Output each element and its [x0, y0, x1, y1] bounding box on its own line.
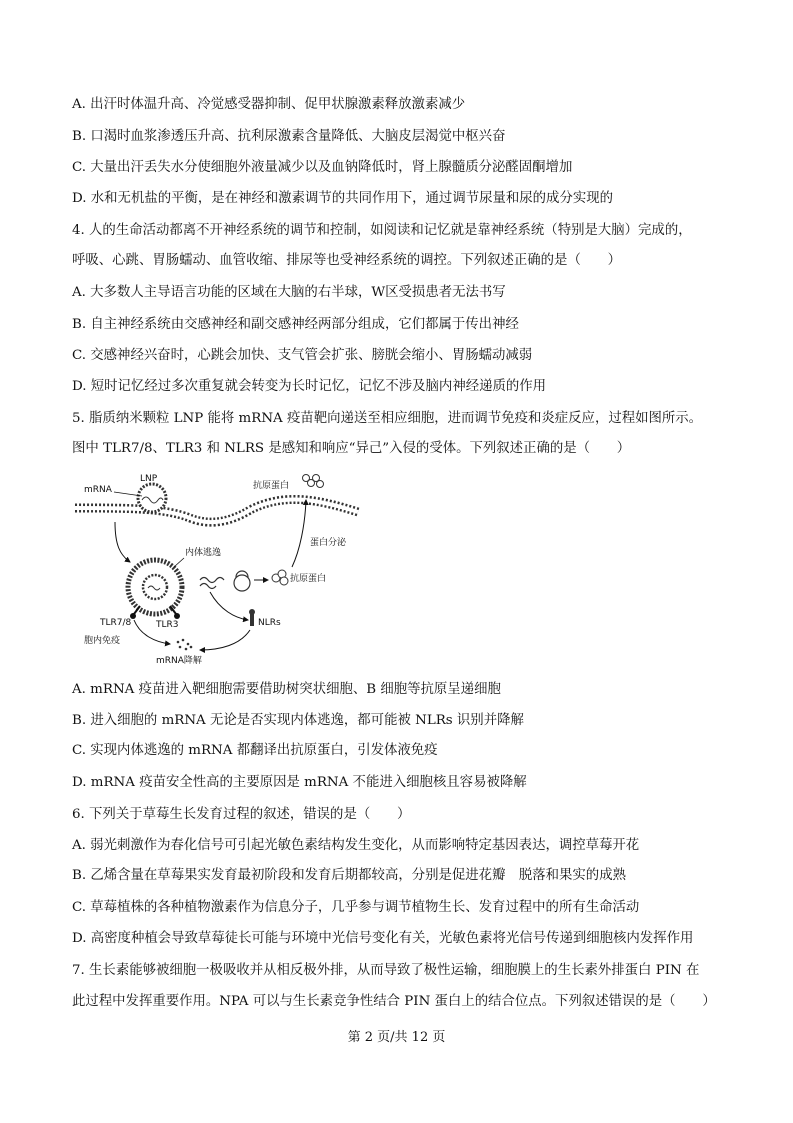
q5-stem-line-2: 图中 TLR7/8、TLR3 和 NLRS 是感知和响应“异己”入侵的受体。下列叙述正确的是（ ）	[72, 441, 631, 456]
q4-option-a: A. 大多数人主导语言功能的区域在大脑的右半球，W区受损患者无法书写	[72, 285, 506, 300]
q5-option-c: C. 实现内体逃逸的 mRNA 都翻译出抗原蛋白，引发体液免疫	[72, 743, 438, 758]
q6-option-b: B. 乙烯含量在草莓果实发育最初阶段和发育后期都较高，分别是促进花瓣 脱落和果实的成熟	[72, 868, 626, 883]
label-mrna-degradation: mRNA降解	[156, 656, 202, 666]
q4-option-b: B. 自主神经系统由交感神经和副交感神经两部分组成，它们都属于传出神经	[72, 317, 519, 332]
q6-option-c: C. 草莓植株的各种植物激素作为信息分子，几乎参与调节植物生长、发育过程中的所有生命活动	[72, 900, 640, 915]
q6-option-a: A. 弱光刺激作为春化信号可引起光敏色素结构发生变化，从而影响特定基因表达，调控草莓开花	[72, 838, 640, 853]
label-antigen-mid: 抗原蛋白	[290, 574, 327, 584]
label-nlrs: NLRs	[258, 618, 281, 628]
label-antigen-top: 抗原蛋白	[253, 481, 290, 491]
q7-stem-line-2: 此过程中发挥重要作用。NPA 可以与生长素竞争性结合 PIN 蛋白上的结合位点。下列叙述错误的是（ ）	[72, 994, 716, 1009]
q3-option-a: A. 出汗时体温升高、冷觉感受器抑制、促甲状腺激素释放激素减少	[72, 97, 466, 112]
label-tlr3: TLR3	[156, 620, 179, 630]
q5-stem-line-1: 5. 脂质纳米颗粒 LNP 能将 mRNA 疫苗靶向递送至相应细胞，进而调节免疫和炎症反应，过程如图所示。	[72, 411, 703, 426]
q4-option-d: D. 短时记忆经过多次重复就会转变为长时记忆，记忆不涉及脑内神经递质的作用	[72, 379, 547, 394]
q3-option-c: C. 大量出汗丢失水分使细胞外液量减少以及血钠降低时，肾上腺髓质分泌醛固酮增加	[72, 160, 573, 175]
antigen-protein-mid	[272, 570, 288, 585]
mrna-vaccine-diagram	[70, 470, 360, 675]
escaped-mrna	[200, 578, 224, 583]
label-endosome-escape: 内体逃逸	[185, 548, 222, 558]
q4-option-c: C. 交感神经兴奋时，心跳会加快、支气管会扩张、膀胱会缩小、胃肠蠕动减弱	[72, 348, 533, 363]
label-mrna: mRNA	[84, 485, 112, 495]
q6-stem: 6. 下列关于草莓生长发育过程的叙述，错误的是（ ）	[72, 807, 411, 822]
lnp-particle	[138, 484, 166, 512]
antigen-protein-top	[303, 475, 324, 488]
cell-membrane	[75, 499, 358, 522]
q4-stem-line-1: 4. 人的生命活动都离不开神经系统的调节和控制，如阅读和记忆就是靠神经系统（特别是大脑）完成的，	[72, 223, 692, 238]
label-innate-immunity: 胞内免疫	[84, 636, 121, 646]
q6-option-d: D. 高密度种植会导致草莓徒长可能与环境中光信号变化有关，光敏色素将光信号传递到细胞核内发挥作用	[72, 931, 694, 946]
page-footer: 第 2 页/共 12 页	[347, 1030, 446, 1045]
q5-option-d: D. mRNA 疫苗安全性高的主要原因是 mRNA 不能进入细胞核且容易被降解	[72, 775, 527, 790]
q5-option-a: A. mRNA 疫苗进入靶细胞需要借助树突状细胞、B 细胞等抗原呈递细胞	[72, 682, 501, 697]
label-tlr78: TLR7/8	[100, 618, 132, 628]
q3-option-d: D. 水和无机盐的平衡，是在神经和激素调节的共同作用下，通过调节尿量和尿的成分实现的	[72, 191, 614, 206]
q4-stem-line-2: 呼吸、心跳、胃肠蠕动、血管收缩、排尿等也受神经系统的调控。下列叙述正确的是（ ）	[72, 253, 622, 268]
endosome	[128, 560, 182, 614]
q5-option-b: B. 进入细胞的 mRNA 无论是否实现内体逃逸，都可能被 NLRs 识别并降解	[72, 713, 524, 728]
ribosome	[234, 571, 250, 591]
label-lnp: LNP	[140, 474, 158, 484]
q3-option-b: B. 口渴时血浆渗透压升高、抗利尿激素含量降低、大脑皮层渴觉中枢兴奋	[72, 129, 506, 144]
mrna-fragments	[177, 639, 193, 651]
q7-stem-line-1: 7. 生长素能够被细胞一极吸收并从相反极外排，从而导致了极性运输，细胞膜上的生长素外排蛋白 PIN 在	[72, 963, 700, 978]
label-secretion: 蛋白分泌	[310, 538, 347, 548]
nlrs-receptor	[249, 609, 255, 626]
